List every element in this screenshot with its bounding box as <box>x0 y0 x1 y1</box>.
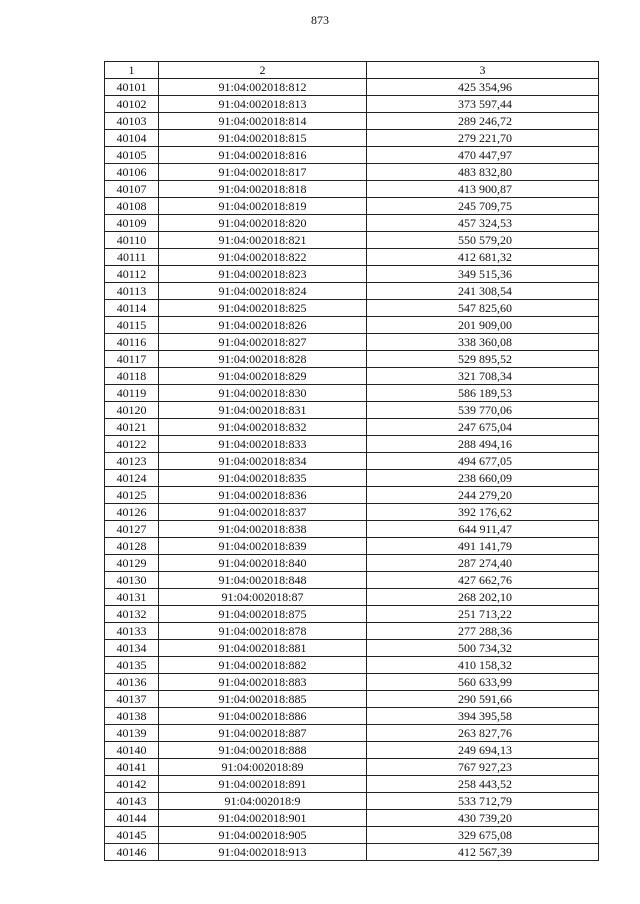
row-number-cell: 40106 <box>105 164 159 181</box>
value-cell: 412 681,32 <box>367 249 599 266</box>
cadastral-number-cell: 91:04:002018:822 <box>159 249 367 266</box>
value-cell: 268 202,10 <box>367 589 599 606</box>
value-cell: 394 395,58 <box>367 708 599 725</box>
row-number-cell: 40143 <box>105 793 159 810</box>
row-number-cell: 40123 <box>105 453 159 470</box>
value-cell: 483 832,80 <box>367 164 599 181</box>
row-number-cell: 40118 <box>105 368 159 385</box>
value-cell: 241 308,54 <box>367 283 599 300</box>
table-row <box>105 725 599 742</box>
value-cell: 427 662,76 <box>367 572 599 589</box>
row-number-cell: 40122 <box>105 436 159 453</box>
value-cell: 500 734,32 <box>367 640 599 657</box>
row-number-cell: 40101 <box>105 79 159 96</box>
row-number-cell: 40142 <box>105 776 159 793</box>
table-row <box>105 742 599 759</box>
row-number-cell: 40136 <box>105 674 159 691</box>
cadastral-number-cell: 91:04:002018:819 <box>159 198 367 215</box>
value-cell: 529 895,52 <box>367 351 599 368</box>
cadastral-number-cell: 91:04:002018:823 <box>159 266 367 283</box>
cadastral-number-cell: 91:04:002018:905 <box>159 827 367 844</box>
row-number-cell: 40129 <box>105 555 159 572</box>
table-row <box>105 283 599 300</box>
cadastral-number-cell: 91:04:002018:835 <box>159 470 367 487</box>
row-number-cell: 40105 <box>105 147 159 164</box>
table-row <box>105 453 599 470</box>
row-number-cell: 40120 <box>105 402 159 419</box>
cadastral-number-cell: 91:04:002018:812 <box>159 79 367 96</box>
value-cell: 457 324,53 <box>367 215 599 232</box>
row-number-cell: 40140 <box>105 742 159 759</box>
table-row <box>105 708 599 725</box>
row-number-cell: 40144 <box>105 810 159 827</box>
cadastral-number-cell: 91:04:002018:831 <box>159 402 367 419</box>
cadastral-number-cell: 91:04:002018:815 <box>159 130 367 147</box>
table-row <box>105 130 599 147</box>
row-number-cell: 40146 <box>105 844 159 861</box>
cadastral-number-cell: 91:04:002018:828 <box>159 351 367 368</box>
cadastral-number-cell: 91:04:002018:9 <box>159 793 367 810</box>
row-number-cell: 40115 <box>105 317 159 334</box>
row-number-cell: 40132 <box>105 606 159 623</box>
table-row <box>105 385 599 402</box>
value-cell: 547 825,60 <box>367 300 599 317</box>
value-cell: 251 713,22 <box>367 606 599 623</box>
value-cell: 412 567,39 <box>367 844 599 861</box>
cadastral-number-cell: 91:04:002018:89 <box>159 759 367 776</box>
cadastral-number-cell: 91:04:002018:814 <box>159 113 367 130</box>
row-number-cell: 40104 <box>105 130 159 147</box>
table-row <box>105 504 599 521</box>
row-number-cell: 40137 <box>105 691 159 708</box>
table-row <box>105 572 599 589</box>
table-row <box>105 589 599 606</box>
row-number-cell: 40109 <box>105 215 159 232</box>
value-cell: 201 909,00 <box>367 317 599 334</box>
value-cell: 245 709,75 <box>367 198 599 215</box>
value-cell: 329 675,08 <box>367 827 599 844</box>
row-number-cell: 40102 <box>105 96 159 113</box>
table-row <box>105 334 599 351</box>
cadastral-number-cell: 91:04:002018:87 <box>159 589 367 606</box>
table-row <box>105 640 599 657</box>
value-cell: 470 447,97 <box>367 147 599 164</box>
cadastral-number-cell: 91:04:002018:813 <box>159 96 367 113</box>
cadastral-number-cell: 91:04:002018:881 <box>159 640 367 657</box>
table-row <box>105 793 599 810</box>
table-row <box>105 249 599 266</box>
data-table <box>104 61 599 861</box>
row-number-cell: 40145 <box>105 827 159 844</box>
table-row <box>105 436 599 453</box>
cadastral-number-cell: 91:04:002018:882 <box>159 657 367 674</box>
cadastral-number-cell: 91:04:002018:887 <box>159 725 367 742</box>
table-row <box>105 419 599 436</box>
table-row <box>105 691 599 708</box>
table-row <box>105 113 599 130</box>
cadastral-number-cell: 91:04:002018:886 <box>159 708 367 725</box>
cadastral-number-cell: 91:04:002018:833 <box>159 436 367 453</box>
table-row <box>105 402 599 419</box>
value-cell: 288 494,16 <box>367 436 599 453</box>
table-row <box>105 606 599 623</box>
table-row <box>105 266 599 283</box>
column-header-3: 3 <box>367 62 599 79</box>
value-cell: 249 694,13 <box>367 742 599 759</box>
table-header-row <box>105 62 599 79</box>
row-number-cell: 40133 <box>105 623 159 640</box>
table-row <box>105 674 599 691</box>
cadastral-number-cell: 91:04:002018:824 <box>159 283 367 300</box>
value-cell: 277 288,36 <box>367 623 599 640</box>
cadastral-number-cell: 91:04:002018:826 <box>159 317 367 334</box>
table-row <box>105 827 599 844</box>
cadastral-number-cell: 91:04:002018:885 <box>159 691 367 708</box>
row-number-cell: 40130 <box>105 572 159 589</box>
table-row <box>105 776 599 793</box>
row-number-cell: 40121 <box>105 419 159 436</box>
row-number-cell: 40103 <box>105 113 159 130</box>
value-cell: 533 712,79 <box>367 793 599 810</box>
value-cell: 238 660,09 <box>367 470 599 487</box>
table-row <box>105 147 599 164</box>
row-number-cell: 40116 <box>105 334 159 351</box>
cadastral-number-cell: 91:04:002018:838 <box>159 521 367 538</box>
row-number-cell: 40111 <box>105 249 159 266</box>
row-number-cell: 40127 <box>105 521 159 538</box>
value-cell: 373 597,44 <box>367 96 599 113</box>
page-number: 873 <box>311 13 329 27</box>
cadastral-number-cell: 91:04:002018:832 <box>159 419 367 436</box>
cadastral-number-cell: 91:04:002018:827 <box>159 334 367 351</box>
table-row <box>105 470 599 487</box>
row-number-cell: 40117 <box>105 351 159 368</box>
value-cell: 413 900,87 <box>367 181 599 198</box>
column-header-1: 1 <box>105 62 159 79</box>
value-cell: 244 279,20 <box>367 487 599 504</box>
cadastral-number-cell: 91:04:002018:834 <box>159 453 367 470</box>
row-number-cell: 40128 <box>105 538 159 555</box>
value-cell: 539 770,06 <box>367 402 599 419</box>
value-cell: 491 141,79 <box>367 538 599 555</box>
table-row <box>105 759 599 776</box>
table-row <box>105 555 599 572</box>
value-cell: 494 677,05 <box>367 453 599 470</box>
value-cell: 392 176,62 <box>367 504 599 521</box>
row-number-cell: 40125 <box>105 487 159 504</box>
value-cell: 430 739,20 <box>367 810 599 827</box>
value-cell: 338 360,08 <box>367 334 599 351</box>
cadastral-number-cell: 91:04:002018:837 <box>159 504 367 521</box>
row-number-cell: 40134 <box>105 640 159 657</box>
table-row <box>105 198 599 215</box>
row-number-cell: 40126 <box>105 504 159 521</box>
cadastral-number-cell: 91:04:002018:816 <box>159 147 367 164</box>
value-cell: 263 827,76 <box>367 725 599 742</box>
cadastral-number-cell: 91:04:002018:888 <box>159 742 367 759</box>
table-row <box>105 521 599 538</box>
table-row <box>105 215 599 232</box>
cadastral-number-cell: 91:04:002018:818 <box>159 181 367 198</box>
table-row <box>105 623 599 640</box>
value-cell: 586 189,53 <box>367 385 599 402</box>
value-cell: 560 633,99 <box>367 674 599 691</box>
cadastral-number-cell: 91:04:002018:875 <box>159 606 367 623</box>
value-cell: 410 158,32 <box>367 657 599 674</box>
table-row <box>105 317 599 334</box>
row-number-cell: 40119 <box>105 385 159 402</box>
table-row <box>105 538 599 555</box>
row-number-cell: 40141 <box>105 759 159 776</box>
row-number-cell: 40135 <box>105 657 159 674</box>
table-row <box>105 181 599 198</box>
table-row <box>105 164 599 181</box>
cadastral-number-cell: 91:04:002018:883 <box>159 674 367 691</box>
table-row <box>105 810 599 827</box>
cadastral-number-cell: 91:04:002018:821 <box>159 232 367 249</box>
row-number-cell: 40113 <box>105 283 159 300</box>
table-row <box>105 79 599 96</box>
cadastral-number-cell: 91:04:002018:829 <box>159 368 367 385</box>
table-row <box>105 487 599 504</box>
table-row <box>105 844 599 861</box>
value-cell: 321 708,34 <box>367 368 599 385</box>
cadastral-number-cell: 91:04:002018:848 <box>159 572 367 589</box>
cadastral-number-cell: 91:04:002018:901 <box>159 810 367 827</box>
value-cell: 349 515,36 <box>367 266 599 283</box>
row-number-cell: 40114 <box>105 300 159 317</box>
value-cell: 289 246,72 <box>367 113 599 130</box>
table-row <box>105 368 599 385</box>
row-number-cell: 40139 <box>105 725 159 742</box>
cadastral-number-cell: 91:04:002018:891 <box>159 776 367 793</box>
cadastral-number-cell: 91:04:002018:836 <box>159 487 367 504</box>
value-cell: 247 675,04 <box>367 419 599 436</box>
value-cell: 550 579,20 <box>367 232 599 249</box>
value-cell: 644 911,47 <box>367 521 599 538</box>
value-cell: 290 591,66 <box>367 691 599 708</box>
table-row <box>105 657 599 674</box>
column-header-2: 2 <box>159 62 367 79</box>
value-cell: 287 274,40 <box>367 555 599 572</box>
value-cell: 767 927,23 <box>367 759 599 776</box>
cadastral-number-cell: 91:04:002018:878 <box>159 623 367 640</box>
table-row <box>105 96 599 113</box>
cadastral-number-cell: 91:04:002018:840 <box>159 555 367 572</box>
row-number-cell: 40131 <box>105 589 159 606</box>
table-row <box>105 300 599 317</box>
row-number-cell: 40110 <box>105 232 159 249</box>
cadastral-number-cell: 91:04:002018:817 <box>159 164 367 181</box>
row-number-cell: 40108 <box>105 198 159 215</box>
cadastral-number-cell: 91:04:002018:913 <box>159 844 367 861</box>
row-number-cell: 40107 <box>105 181 159 198</box>
value-cell: 279 221,70 <box>367 130 599 147</box>
value-cell: 258 443,52 <box>367 776 599 793</box>
cadastral-number-cell: 91:04:002018:830 <box>159 385 367 402</box>
value-cell: 425 354,96 <box>367 79 599 96</box>
cadastral-number-cell: 91:04:002018:825 <box>159 300 367 317</box>
cadastral-number-cell: 91:04:002018:820 <box>159 215 367 232</box>
row-number-cell: 40138 <box>105 708 159 725</box>
cadastral-number-cell: 91:04:002018:839 <box>159 538 367 555</box>
row-number-cell: 40112 <box>105 266 159 283</box>
table-row <box>105 232 599 249</box>
row-number-cell: 40124 <box>105 470 159 487</box>
table-body <box>105 79 599 861</box>
table-row <box>105 351 599 368</box>
